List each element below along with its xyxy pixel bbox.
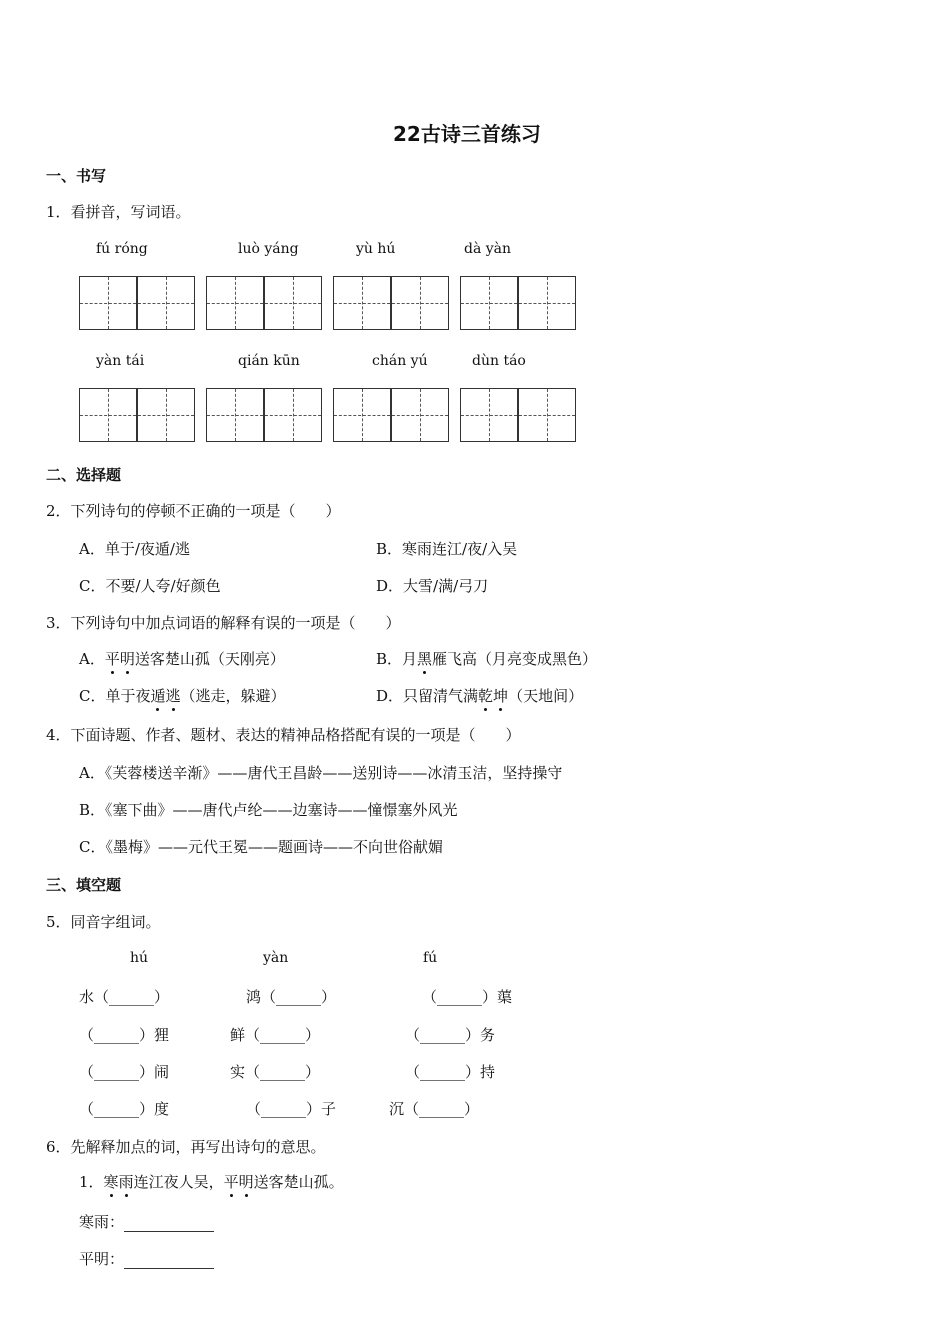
dotted-char: 逃 [165, 687, 181, 705]
option-text: C．单于夜 [79, 687, 151, 705]
writing-grid-cell[interactable] [460, 276, 518, 330]
option-b[interactable] [376, 648, 597, 669]
writing-grid-cell[interactable] [391, 388, 449, 442]
option-c[interactable]: C．《墨梅》——元代王冕——题画诗——不向世俗献媚 [79, 838, 443, 856]
section-heading-writing: 一、书写 [46, 167, 107, 185]
writing-grid-cell[interactable] [79, 276, 137, 330]
fill-item[interactable]: 鲜（______） [230, 1026, 321, 1044]
pinyin-label: yàn [263, 950, 289, 966]
writing-grid-cell[interactable] [333, 276, 391, 330]
writing-grid-cell[interactable] [264, 388, 322, 442]
pinyin-label: luò yáng [238, 241, 299, 257]
option-b[interactable]: B．寒雨连江/夜/入吴 [376, 540, 518, 558]
option-d[interactable]: D．大雪/满/弓刀 [376, 577, 489, 595]
pinyin-label: fú [423, 950, 438, 966]
question-3-stem: 3．下列诗句中加点词语的解释有误的一项是（ ） [46, 614, 401, 632]
dotted-char: 平 [104, 650, 120, 668]
option-b[interactable]: B．《塞下曲》——唐代卢纶——边塞诗——憧憬塞外风光 [79, 801, 458, 819]
pinyin-label: yù hú [356, 241, 396, 257]
dotted-char: 平 [223, 1173, 239, 1191]
dotted-word [105, 650, 135, 668]
dotted-char: 坤 [493, 687, 509, 705]
dotted-char: 乾 [478, 687, 494, 705]
answer-line [79, 1211, 214, 1232]
pinyin-label: qián kūn [238, 353, 300, 369]
question-5-stem: 5．同音字组词。 [46, 913, 161, 931]
option-text: A． [79, 650, 105, 668]
dotted-char: 明 [238, 1173, 254, 1191]
pinyin-label: dà yàn [464, 241, 512, 257]
pinyin-label: dùn táo [472, 353, 526, 369]
answer-label: 寒雨： [79, 1213, 125, 1231]
dotted-char: 遁 [150, 687, 166, 705]
fill-item[interactable]: （______）务 [405, 1026, 496, 1044]
pinyin-label: fú róng [96, 241, 148, 257]
pinyin-label: hú [130, 950, 149, 966]
dotted-word [104, 1173, 134, 1191]
page-title: 22古诗三首练习 [393, 122, 541, 146]
fill-item[interactable]: （______）蕖 [422, 988, 513, 1006]
writing-grid-cell[interactable] [206, 388, 264, 442]
dotted-word [224, 1173, 254, 1191]
option-text: D．只留清气满 [376, 687, 479, 705]
question-2-stem: 2．下列诗句的停顿不正确的一项是（ ） [46, 502, 341, 520]
writing-grid-cell[interactable] [206, 276, 264, 330]
dotted-char [105, 650, 135, 668]
pinyin-label: chán yú [372, 353, 428, 369]
option-c[interactable] [79, 685, 286, 706]
option-text: B．月 [376, 650, 418, 668]
dotted-char [478, 687, 508, 705]
option-a[interactable]: A．单于/夜遁/逃 [79, 540, 190, 558]
fill-item[interactable]: 鸿（______） [246, 988, 337, 1006]
writing-grid-cell[interactable] [391, 276, 449, 330]
fill-item[interactable]: （______）度 [79, 1100, 170, 1118]
option-text: 雁飞高（月亮变成黑色） [432, 650, 598, 668]
fill-item[interactable]: 沉（______） [389, 1100, 480, 1118]
pinyin-label: yàn tái [96, 353, 145, 369]
writing-grid-cell[interactable] [264, 276, 322, 330]
dotted-char: 寒 [103, 1173, 119, 1191]
answer-line [79, 1248, 214, 1269]
fill-item[interactable]: 水（______） [79, 988, 170, 1006]
fill-item[interactable]: （______）子 [246, 1100, 337, 1118]
fill-item[interactable]: （______）狸 [79, 1026, 170, 1044]
writing-grid-cell[interactable] [333, 388, 391, 442]
option-text: （天地间） [508, 687, 584, 705]
option-d[interactable] [376, 685, 583, 706]
writing-grid-cell[interactable] [460, 388, 518, 442]
question-4-stem: 4．下面诗题、作者、题材、表达的精神品格搭配有误的一项是（ ） [46, 726, 521, 744]
section-heading-choice: 二、选择题 [46, 466, 122, 484]
writing-grid-cell[interactable] [79, 388, 137, 442]
dotted-char: 雨 [118, 1173, 134, 1191]
option-c[interactable]: C．不要/人夸/好颜色 [79, 577, 221, 595]
answer-label: 平明： [79, 1250, 125, 1268]
question-6-stem: 6．先解释加点的词，再写出诗句的意思。 [46, 1138, 326, 1156]
poem-text: 送客楚山孤。 [253, 1173, 344, 1191]
question-1-stem: 1．看拼音，写词语。 [46, 203, 191, 221]
option-text: 送客楚山孤（天刚亮） [134, 650, 285, 668]
option-a[interactable]: A．《芙蓉楼送辛渐》——唐代王昌龄——送别诗——冰清玉洁，坚持操守 [79, 764, 563, 782]
poem-text: 连江夜人吴， [133, 1173, 224, 1191]
dotted-char [150, 687, 180, 705]
fill-item[interactable]: （______）持 [405, 1063, 496, 1081]
line-number: 1． [79, 1173, 104, 1191]
answer-blank[interactable] [124, 1254, 214, 1269]
fill-item[interactable]: 实（______） [230, 1063, 321, 1081]
fill-item[interactable]: （______）闹 [79, 1063, 170, 1081]
writing-grid-cell[interactable] [137, 276, 195, 330]
writing-grid-cell[interactable] [518, 388, 576, 442]
section-heading-fill: 三、填空题 [46, 876, 122, 894]
poem-line [79, 1171, 344, 1192]
writing-grid-cell[interactable] [518, 276, 576, 330]
option-text: （逃走，躲避） [180, 687, 286, 705]
writing-grid-cell[interactable] [137, 388, 195, 442]
answer-blank[interactable] [124, 1217, 214, 1232]
dotted-char: 黑 [417, 650, 433, 668]
dotted-char: 明 [119, 650, 135, 668]
option-a[interactable] [79, 648, 285, 669]
